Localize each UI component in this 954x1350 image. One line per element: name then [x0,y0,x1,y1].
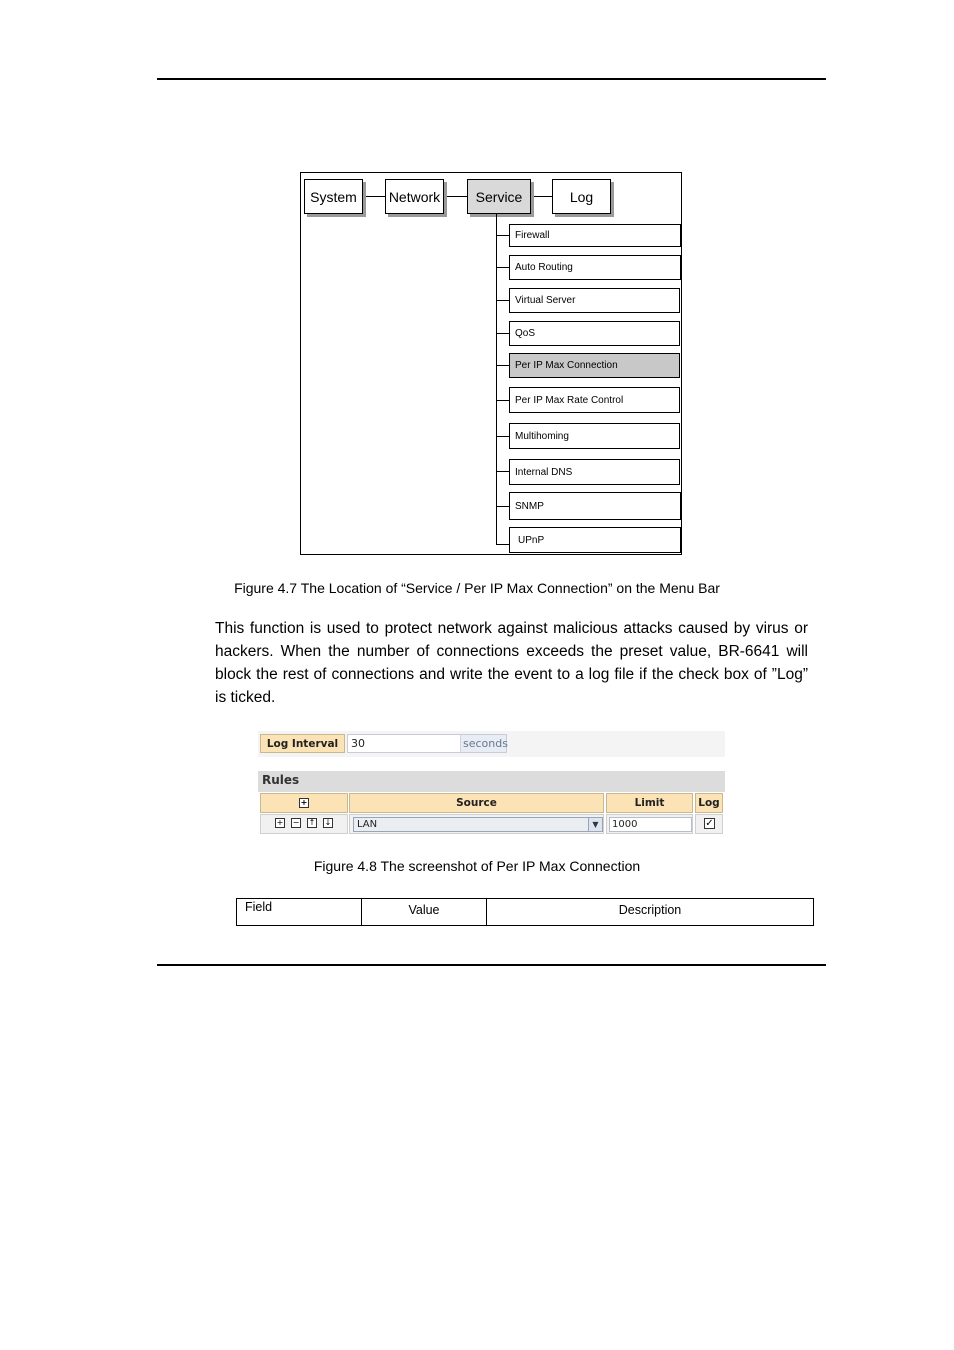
rules-title[interactable]: Rules [262,773,300,787]
limit-value: 1000 [612,819,638,830]
log-checkbox[interactable]: ✓ [705,818,714,829]
delete-row-icon[interactable]: − [292,818,300,827]
limit-input[interactable] [609,817,692,832]
limit-cell [606,814,693,834]
submenu-per-ip-max-rate-control: Per IP Max Rate Control [509,387,680,413]
submenu-multihoming: Multihoming [509,423,680,449]
log-interval-bar [258,731,725,757]
submenu-internal-dns: Internal DNS [509,459,680,485]
menu-bar-diagram [300,172,682,555]
submenu-upnp: UPnP [509,527,681,553]
source-cell [349,814,604,834]
body-paragraph: This function is used to protect network against malicious attacks caused by virus or hackers. When the number of connections exceeds the preset value, BR-6641 will block the rest of connections and write the event to a log file if the check box of ”Log” is ticked. [215,620,808,706]
footer-rule [157,964,826,966]
add-rule-icon[interactable]: + [300,798,308,807]
menu-log: Log [552,179,611,214]
source-selected-value: LAN [357,819,378,830]
branch-line [496,471,509,472]
field-table-header [236,898,814,926]
branch-line [496,333,509,334]
insert-row-icon[interactable]: + [276,818,284,827]
submenu-virtual-server: Virtual Server [509,288,680,313]
chevron-down-icon[interactable]: ▼ [588,818,602,831]
row-actions-cell [260,814,348,834]
submenu-qos: QoS [509,321,680,346]
source-select[interactable] [353,817,603,832]
branch-line [496,235,509,236]
value-header: Value [362,899,487,925]
submenu-firewall: Firewall [509,224,681,247]
per-ip-max-connection-screenshot [258,731,725,835]
menu-system: System [304,179,363,214]
tree-trunk-line [496,214,497,544]
source-column-header: Source [349,793,604,813]
move-up-icon[interactable]: ↑ [308,818,316,827]
connector-line [366,196,385,197]
menu-service: Service [467,179,531,214]
submenu-per-ip-max-connection: Per IP Max Connection [509,353,680,378]
branch-line [496,365,509,366]
connector-line [447,196,467,197]
log-interval-unit: seconds [463,737,508,750]
branch-line [496,300,509,301]
description-header: Description [618,903,682,917]
branch-line [496,506,509,507]
header-rule [157,78,826,80]
log-interval-input[interactable] [347,734,507,753]
limit-column-header: Limit [606,793,693,813]
figure-4-7-caption: Figure 4.7 The Location of “Service / Per IP Max Connection” on the Menu Bar [234,580,720,596]
submenu-snmp: SNMP [509,492,681,520]
connector-line [534,196,552,197]
submenu-auto-routing: Auto Routing [509,255,681,280]
move-down-icon[interactable]: ↓ [324,818,332,827]
log-column-header: Log [695,793,723,813]
figure-4-8-caption: Figure 4.8 The screenshot of Per IP Max Connection [313,858,641,874]
log-cell [695,814,723,834]
branch-line [496,544,509,545]
rules-section-header [258,771,725,792]
menu-network: Network [385,179,444,214]
branch-line [496,436,509,437]
log-interval-value: 30 [351,737,365,750]
field-header: Field [237,899,362,925]
branch-line [496,400,509,401]
branch-line [496,267,509,268]
log-interval-label: Log Interval [260,734,345,753]
add-rule-header-cell [260,793,348,813]
